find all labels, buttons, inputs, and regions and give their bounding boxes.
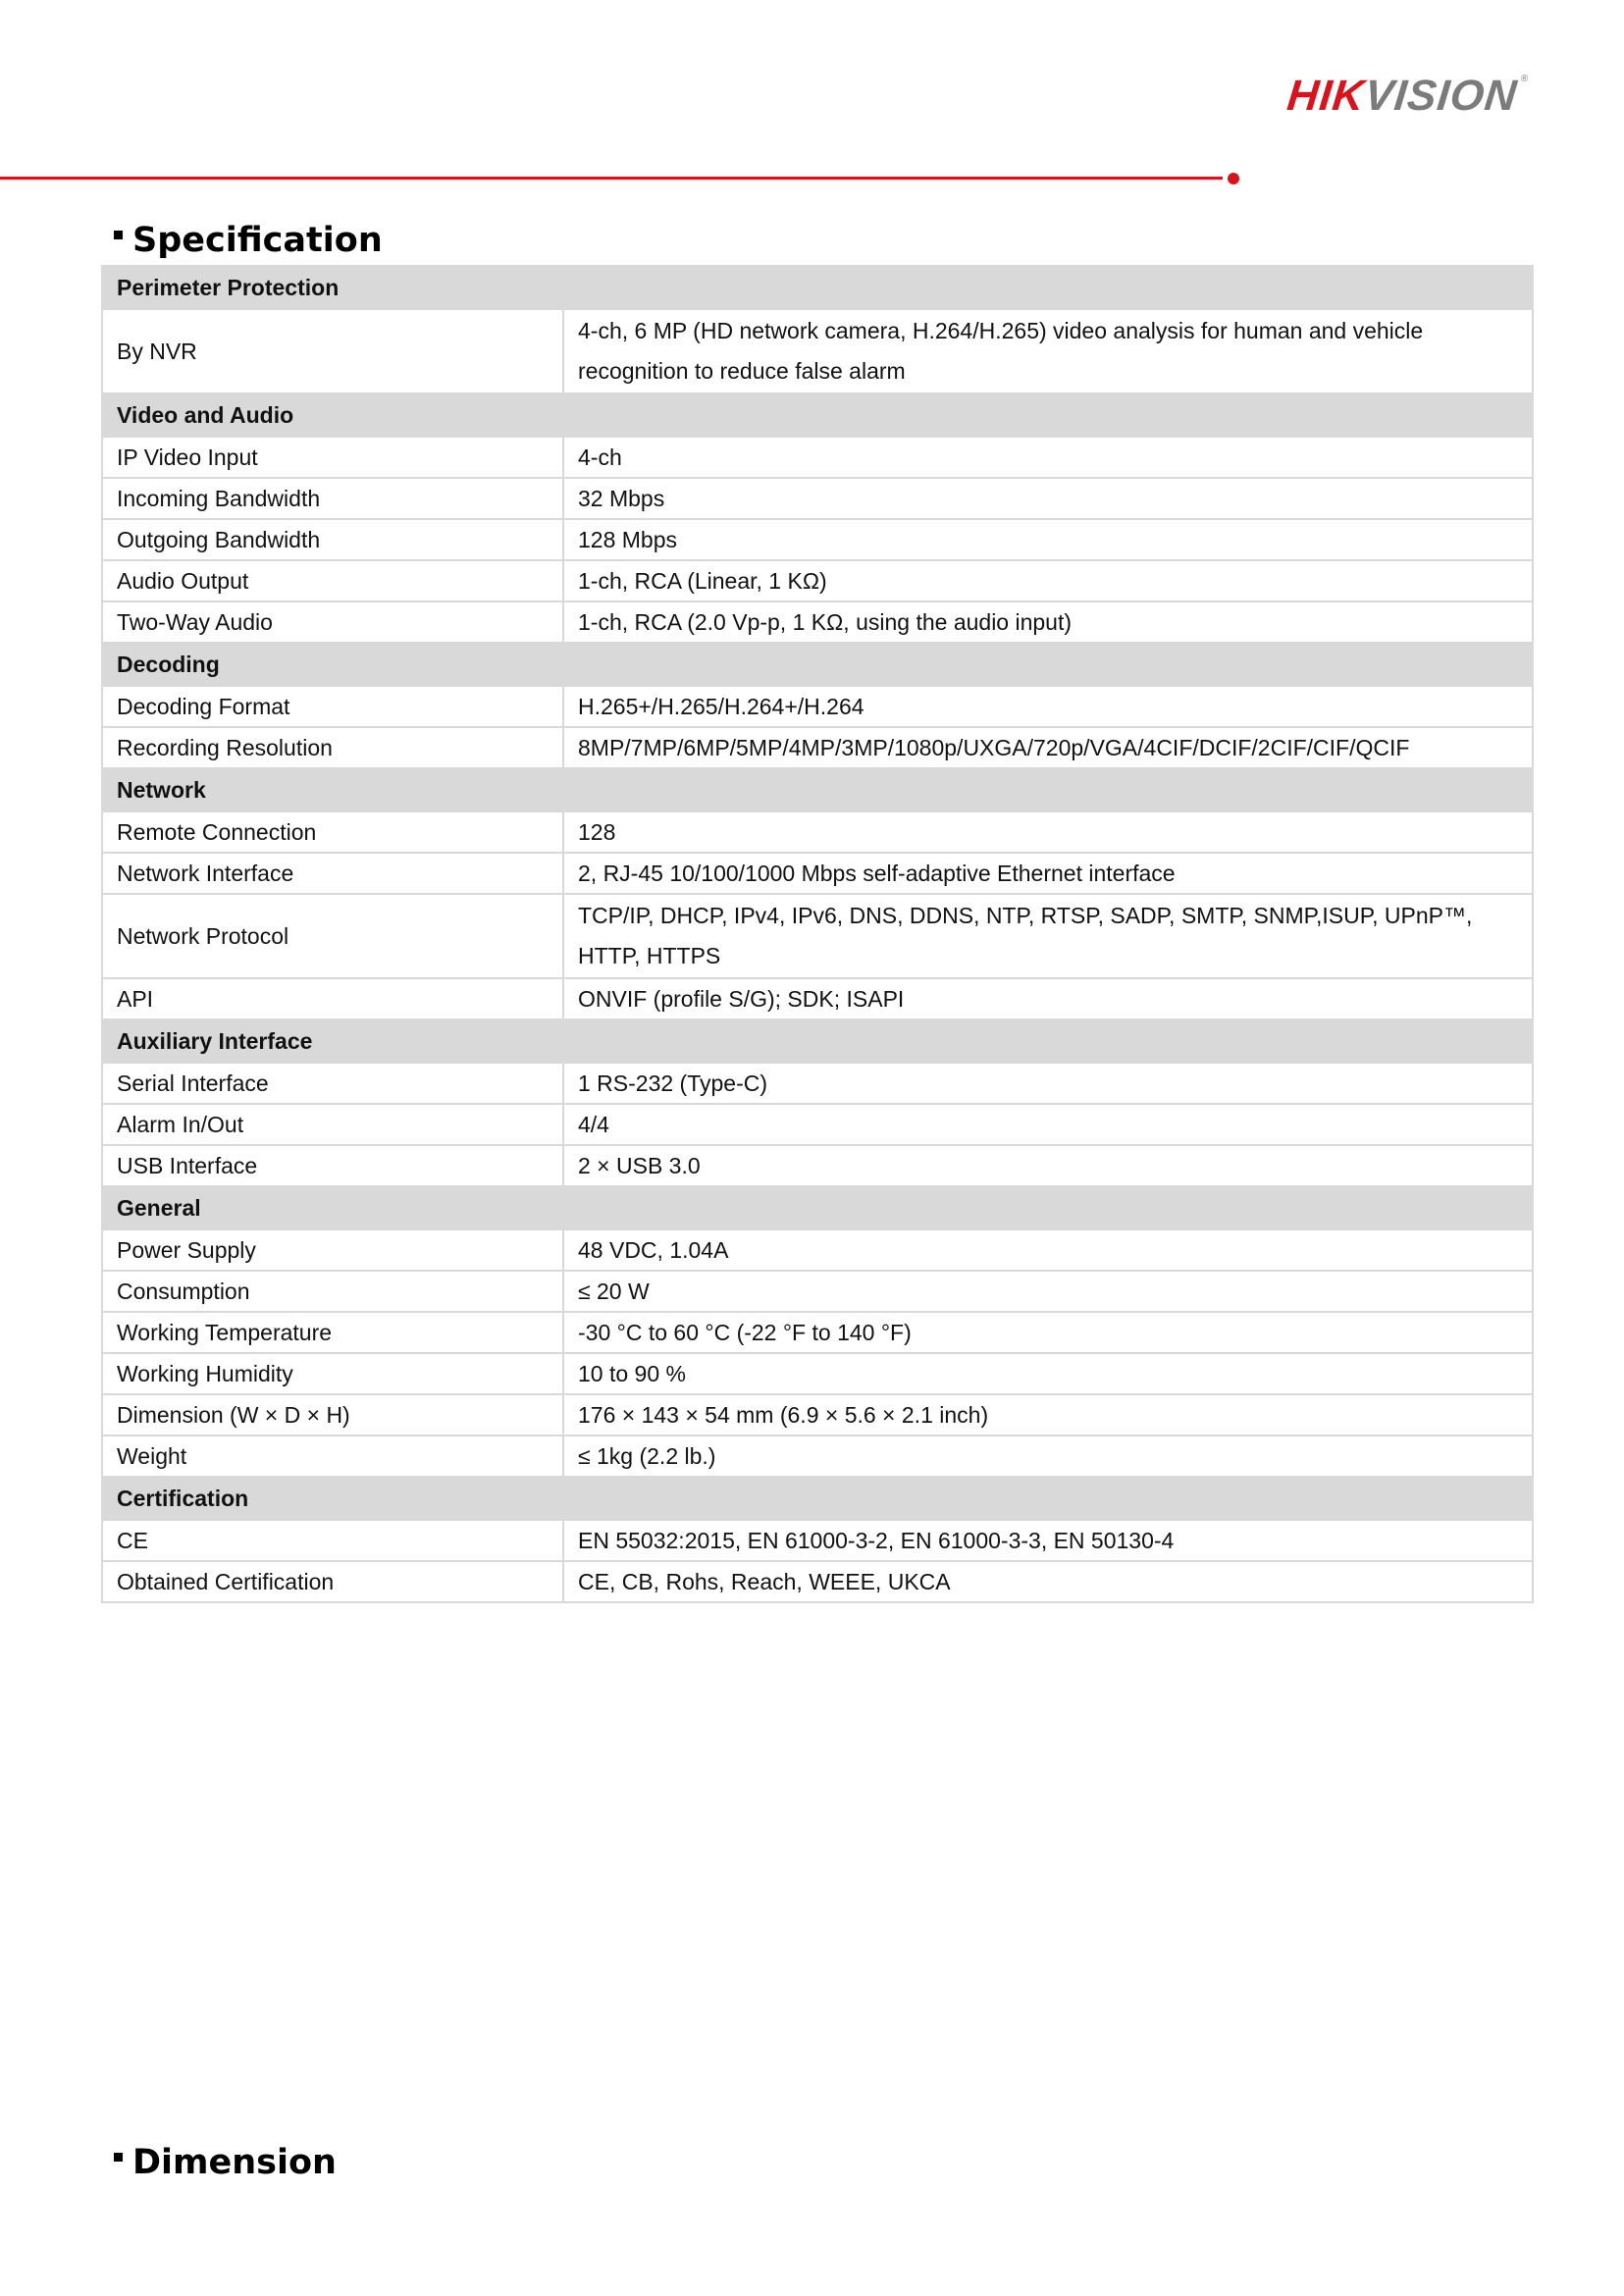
spec-row [102,478,1533,519]
header-divider-dot [1228,173,1239,184]
spec-label: Two-Way Audio [102,601,563,643]
category-row [102,643,1533,686]
category-row [102,768,1533,811]
spec-label: CE [102,1520,563,1561]
registered-mark: ® [1520,74,1530,84]
spec-value: 4-ch, 6 MP (HD network camera, H.264/H.265) video analysis for human and vehicle recognition to reduce false alarm [563,309,1533,393]
spec-label: Network Protocol [102,894,563,978]
spec-value: 4/4 [563,1104,1533,1145]
spec-label: Incoming Bandwidth [102,478,563,519]
spec-value: 128 [563,811,1533,853]
spec-label: API [102,978,563,1019]
spec-value: 48 VDC, 1.04A [563,1229,1533,1271]
spec-row [102,1312,1533,1353]
spec-label: Decoding Format [102,686,563,727]
spec-label: USB Interface [102,1145,563,1186]
spec-row [102,811,1533,853]
category-label: Video and Audio [102,393,1533,437]
category-row [102,1019,1533,1063]
spec-value: 1-ch, RCA (Linear, 1 KΩ) [563,560,1533,601]
spec-value: 10 to 90 % [563,1353,1533,1394]
spec-label: Serial Interface [102,1063,563,1104]
spec-value: 1 RS-232 (Type-C) [563,1063,1533,1104]
category-row [102,393,1533,437]
spec-value: 1-ch, RCA (2.0 Vp-p, 1 KΩ, using the audio input) [563,601,1533,643]
logo-primary: HIK [1284,72,1368,120]
spec-label: Network Interface [102,853,563,894]
spec-label: Power Supply [102,1229,563,1271]
spec-label: Outgoing Bandwidth [102,519,563,560]
spec-value: 32 Mbps [563,478,1533,519]
spec-row [102,1063,1533,1104]
spec-value: 2, RJ-45 10/100/1000 Mbps self-adaptive Ethernet interface [563,853,1533,894]
dimension-heading [114,2143,337,2182]
spec-value: ONVIF (profile S/G); SDK; ISAPI [563,978,1533,1019]
spec-row [102,1394,1533,1435]
spec-label: Consumption [102,1271,563,1312]
spec-label: Alarm In/Out [102,1104,563,1145]
spec-label: Obtained Certification [102,1561,563,1602]
category-row [102,1186,1533,1229]
spec-row [102,601,1533,643]
spec-row [102,853,1533,894]
spec-value: H.265+/H.265/H.264+/H.264 [563,686,1533,727]
square-bullet-icon [114,2153,123,2162]
square-bullet-icon [114,231,123,239]
hikvision-logo [1284,72,1530,120]
spec-value: 128 Mbps [563,519,1533,560]
spec-value: ≤ 1kg (2.2 lb.) [563,1435,1533,1477]
logo-secondary: VISION [1362,72,1520,120]
spec-row [102,437,1533,478]
specification-heading [114,221,383,260]
specification-title: Specification [132,221,383,260]
spec-row [102,727,1533,768]
spec-label: Working Humidity [102,1353,563,1394]
category-row [102,266,1533,309]
spec-value: CE, CB, Rohs, Reach, WEEE, UKCA [563,1561,1533,1602]
spec-value: TCP/IP, DHCP, IPv4, IPv6, DNS, DDNS, NTP, RTSP, SADP, SMTP, SNMP,ISUP, UPnP™, HTTP, HTTPS [563,894,1533,978]
spec-value: ≤ 20 W [563,1271,1533,1312]
spec-label: Dimension (W × D × H) [102,1394,563,1435]
specification-table [101,265,1534,1603]
category-label: Network [102,768,1533,811]
category-label: Perimeter Protection [102,266,1533,309]
category-label: Decoding [102,643,1533,686]
spec-row [102,978,1533,1019]
header-divider [0,177,1223,180]
spec-label: Working Temperature [102,1312,563,1353]
spec-label: Audio Output [102,560,563,601]
spec-row [102,1229,1533,1271]
spec-row [102,686,1533,727]
spec-label: Remote Connection [102,811,563,853]
spec-row [102,1104,1533,1145]
category-row [102,1477,1533,1520]
spec-value: EN 55032:2015, EN 61000-3-2, EN 61000-3-3, EN 50130-4 [563,1520,1533,1561]
spec-row [102,309,1533,393]
spec-row [102,894,1533,978]
spec-value: -30 °C to 60 °C (-22 °F to 140 °F) [563,1312,1533,1353]
spec-label: IP Video Input [102,437,563,478]
spec-row [102,1435,1533,1477]
category-label: General [102,1186,1533,1229]
spec-label: By NVR [102,309,563,393]
spec-label: Recording Resolution [102,727,563,768]
spec-value: 4-ch [563,437,1533,478]
spec-label: Weight [102,1435,563,1477]
spec-row [102,1353,1533,1394]
spec-value: 8MP/7MP/6MP/5MP/4MP/3MP/1080p/UXGA/720p/VGA/4CIF/DCIF/2CIF/CIF/QCIF [563,727,1533,768]
spec-row [102,519,1533,560]
spec-value: 2 × USB 3.0 [563,1145,1533,1186]
dimension-title: Dimension [132,2143,337,2182]
spec-row [102,1561,1533,1602]
category-label: Auxiliary Interface [102,1019,1533,1063]
spec-row [102,560,1533,601]
category-label: Certification [102,1477,1533,1520]
spec-row [102,1271,1533,1312]
spec-row [102,1145,1533,1186]
spec-row [102,1520,1533,1561]
spec-value: 176 × 143 × 54 mm (6.9 × 5.6 × 2.1 inch) [563,1394,1533,1435]
